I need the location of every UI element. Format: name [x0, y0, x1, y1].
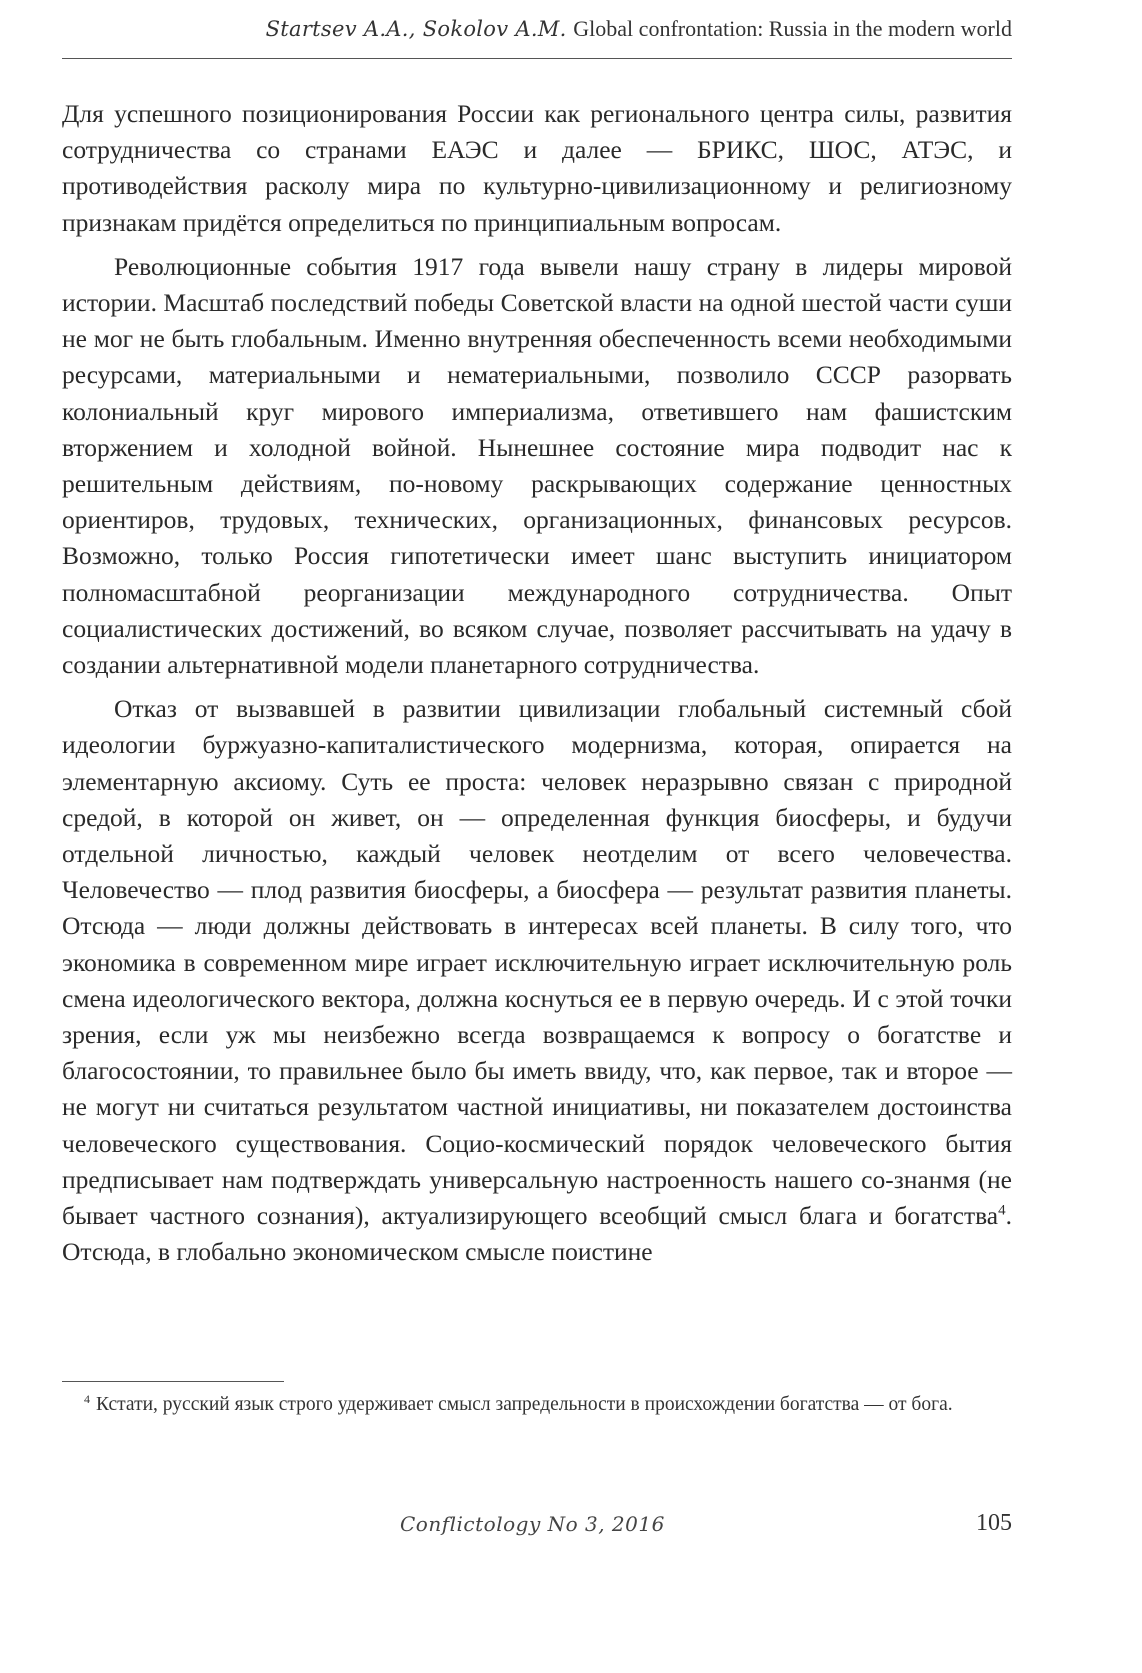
paragraph-3-text: Отказ от вызвавшей в развитии цивилизации глобальный системный сбой идеологии буржуазно-капиталистического модернизма, которая, опирается на элементарную аксиому. Суть ее проста: человек неразрывно связан с природной средой, в которой он живет, он — определенная функция биосферы, и будучи отдельной личностью, каждый человек неотделим от всего человечества. Человечество — плод развития биосферы, а биосфера — результат развития планеты. Отсюда — люди должны действовать в интересах всей планеты. В силу того, что экономика в современном мире играет исключительную играет исключительную роль смена идеологического вектора, должна коснуться ее в первую очередь. И с этой точки зрения, если уж мы неизбежно всегда возвращаемся к вопросу о богатстве и благосостоянии, то правильнее было бы иметь ввиду, что, как первое, так и второе — не могут ни считаться результатом частной инициативы, ни показателем достоинства человеческого существования. Социо-космический порядок человеческого бытия предписывает нам подтверждать универсальную настроенность нашего со-знанмя (не бывает частного сознания), актуализирующего всеобщий смысл блага и богатства: [62, 694, 1012, 1231]
page-number: 105: [976, 1510, 1012, 1536]
paragraph-3-tail: . Отсюда, в глобально экономическом смысле поистине: [62, 1201, 1012, 1267]
paragraph-1: Для успешного позиционирования России как регионального центра силы, развития сотрудничества со странами ЕАЭС и далее — БРИКС, ШОС, АТЭС, и противодействия расколу мира по культурно-цивилизационному и религиозному признакам придётся определиться по принципиальным вопросам.: [62, 99, 1012, 237]
paragraph-3: [62, 691, 1012, 1270]
footnote: [62, 1392, 1012, 1418]
paragraph-2: Революционные события 1917 года вывели нашу страну в лидеры мировой истории. Масштаб последствий победы Советской власти на одной шестой части суши не мог не быть глобальным. Именно внутренняя обеспеченность всеми необходимыми ресурсами, материальными и нематериальными, позволило СССР разорвать колониальный круг мирового империализма, ответившего нам фашистским вторжением и холодной войной. Нынешнее состояние мира подводит нас к решительным действиям, по-новому раскрывающих содержание ценностных ориентиров, трудовых, технических, организационных, финансовых ресурсов. Возможно, только Россия гипотетически имеет шанс выступить инициатором полномасштабной реорганизации международного сотрудничества. Опыт социалистических достижений, во всяком случае, позволяет рассчитывать на удачу в создании альтернативной модели планетарного сотрудничества.: [62, 251, 1012, 680]
body-text: [62, 96, 1012, 1271]
header-authors: Startsev A.A., Sokolov A.M.: [265, 17, 567, 41]
footnote-number: 4: [84, 1391, 90, 1406]
header-title: Global confrontation: Russia in the modern world: [573, 16, 1012, 41]
footnote-ref[interactable]: 4: [998, 1202, 1006, 1219]
header-divider: [62, 58, 1012, 59]
running-header: [62, 14, 1012, 54]
footnote-text: Кстати, русский язык строго удерживает смысл запредельности в происхождении богатства — от бога.: [96, 1394, 953, 1415]
footnote-divider: [62, 1381, 284, 1382]
footnote-item: [62, 1392, 1012, 1418]
journal-footer: Conflictology No 3, 2016: [400, 1512, 665, 1536]
